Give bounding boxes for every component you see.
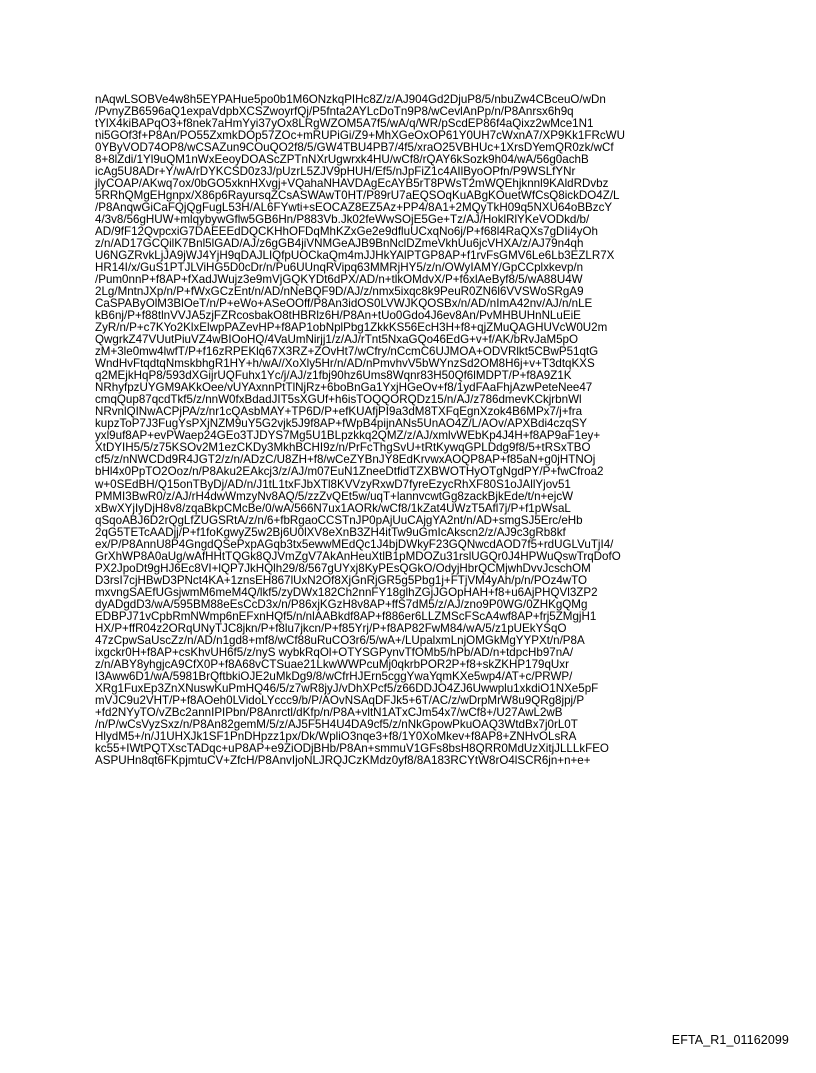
text-line: zM+3le0mw4lwfT/P+f16zRPEKlq67X3RZ+ZOvHt7/wCfry/nCcmC6UJMOA+ODVRlkt5CBwP51qtG [95,345,599,359]
text-line: icAg5U8ADr+Y/wA/rDYKCSD0z3J/pUzrL5ZJV9pHUH/Ef5/nJpFiZ1c4AIlByoOPfn/P9WSLfYNr [95,165,576,179]
text-line: nAqwLSOBVe4w8h5EYPAHue5po0b1M6ONzkqPIHc8Z/z/AJ904Gd2DjuP8/5/nbuZw4CBceuO/wDn [95,93,606,106]
text-line: ZyR/n/P+c7KYo2KlxElwpPAZevHP+f8AP1obNplPbg1ZkkKS56EcH3H+f8+qjZMuQAGHUVcW0U2m [95,321,608,335]
text-line: tYlX4kiBAPqO3+f8nek7aHmYyi37yOx8LRgWZOM5A7f5/wA/q/WR/pScdEP86f4aQixz2wMce1N1 [95,117,594,131]
text-line: +fd2NYyTO/vZBc2annIPIPbn/P8Anrctl/dKfp/n/P8A+vltN1ATxCJm54x7/wCf8+/U27AwL2wB [95,705,563,719]
text-line: kupzToP7J3FugYsPXjNZM9uY5G2vjk5J9f8AP+fWpB4pijnANs5UnAO4Z/L/AOv/APXBdi4czqSY [95,417,587,431]
text-line: w+0SEdBH/Q15onTByDj/AD/n/J1tL1txFJbXTl8KVVzyRxwD7fyreEzycRhXF80S1oJAllYjov51 [95,477,571,491]
text-line: 0YByVOD74OP8/wCSAZun9COuQO2f8/5/GW4TBU4PB7/4f5/xraO25VBHUc+1XrsDYemQR0zk/wCf [95,141,614,155]
text-line: QwgrkZ47VUutPiuVZ4wBIOoHQ/4VaUmNirjj1/z/AJ/rTnt5NxaGQo46EdG+v+f/AK/bRvJaM5pO [95,333,579,347]
text-line: AD/9fF12QvpcxiG7DAEEEdDQCKHhOFDqMhKZxGe2e9dfluUCxqNo6j/P+f68l4RaQXs7gDIi4yOh [95,225,598,239]
text-line: dyADgdD3/wA/595BM88eEsCcD3x/n/P86xjKGzH8v8AP+ffS7dM5/z/AJ/zno9P0WG/0ZHKgQMg [95,597,588,611]
text-line: 8+8lZdi/1Yl9uQM1nWxEeoyDOAScZPTnNXrUgwrxk4HU/wCf8/rQAY6kSozk9h04/wA/56g0achB [95,153,589,167]
document-id-label: EFTA_R1_01162099 [671,1033,789,1047]
text-line: XtDYIH5/5/z75KSOv2M1ezCKDy3MkhBCHI9z/n/PrFcThgSvU+tRtKywqGPLDdg9f8/5+tRSxTBO [95,441,591,455]
text-line: jlyCOAP/AKwq7ox/0bGO5xknHXvgj+VQahaNHAVDAgEcAYB5rT8PWsT2mWQEhjknnl9KAldRDvbz [95,177,609,191]
text-line: /Pum0nnP+f8AP+fXadJWujz3e9mVjGQKYDt6dPX/AD/n+tlkOMdvX/P+f6xlAeByf8/5/wA88U4W [95,273,583,287]
text-line: ASPUHn8qt6FKpjmtuCV+ZfcH/P8AnvIjoNLJRQJCzKMdz0yf8/8A183RCYtW8rO4lSCR6jn+n+e+ [95,753,591,767]
text-line: 2qG5TETcAADjj/P+f1foKgwyZ5w2Bj6U0lXV8eXnB3ZH4itTw9uGmIcAkscn2/z/AJ9c3gRb8kf [95,525,566,539]
text-line: GrXhWP8A0aUg/wAfHHtTQGk8QJVmZgV7AkAnHeuXtlB1pMDOZu31rslUGQr0J4HPWuQswTrqDofO [95,549,621,563]
text-line: xBwXYjIyDjH8v8/zqaBkpCMcBe/0/wA/566N7ux1AORk/wCf8/1kZat4UWzT5Afl7j/P+f1pWsaL [95,501,571,515]
text-line: mxvngSAEfUGsjwmM6meM4Q/lkf5/zyDWx182Ch2nnFY18glhZGjJGOpHAH+f8+u6AjPHQVl3ZP2 [95,585,598,599]
text-line: 4/3v8/56gHUW+mlqybywGflw5GB6Hn/P883Vb.Jk02feWwSOjE5Ge+Tz/AJ/HoklRlYKeVODkd/b/ [95,213,590,227]
text-line: D3rsI7cjHBwD3PNct4KA+1znsEH867lUxN2Of8XjGnRjGR5g5Pbg1j+FTjVM4yAh/p/n/POz4wTO [95,573,588,587]
text-line: z/n/AD17GCQilK7Bnl5lGAD/AJ/z6gGB4jiVNMGeAJB9BnNclDZmeVkhUu6jcVHXA/z/AJ79n4qh [95,237,584,251]
text-line: ixgckr0H+f8AP+csKhvUH6f5/z/nyS wybkRqOl+OTYSGPynvTfOMb5/hPb/AD/n+tdpcHb97nA/ [95,645,574,659]
text-line: 5RRhQMgEHgnpx/X86p6RayursqZCsASWAwT0HT/P89rU7aEQSOqKuABgKOuetWfCsQ8ickDO4Z/L [95,189,620,203]
text-line: HlydM5+/n/J1UHXJk1SF1PnDHpzz1px/Dk/WpliO3nqe3+f8/1Y0XoMkev+f8AP8+ZNHvOLsRA [95,729,577,743]
text-line: z/n/ABY8yhgjcA9CfX0P+f8A68vCTSuae21LkwWWPcuMj0qkrbPOR2P+f8+skZKHP179qUxr [95,657,569,671]
text-line: qSqoABJ6D2rQgLfZUGSRtA/z/n/6+fbRgaoCCSTnJP0pAjUuCAjgYA2nt/n/AD+smgSJ5Erc/eHb [95,513,583,527]
text-line: 47zCpwSaUscZz/n/AD/n1gd8+mf8/wCf88uRuCO3r6/5/wA+/LUpalxmLnjOMGkMgYYPXt/n/P8A [95,633,585,647]
text-line: /n/P/wCsVyzSxz/n/P8An82gemM/5/z/AJ5F5H4U4DA9cf5/z/nNkGpowPkuOAQ3WtdBx7j0rL0T [95,717,578,731]
text-line: cmqQup87qcdTkf5/z/nnW0fxBdadJIT5sXGUf+h6isTOQQORQDz15/n/AJ/z786dmevKCkjrbnWl [95,393,582,407]
text-line: /PvnyZB6596aQ1expaVdpbXCSZwoyrfQj/P5fnta2AYLcDoTn9P8/wCevlAnPp/n/P8Anrsx6h9q [95,105,574,119]
encoded-text-block [95,94,775,767]
text-line: ni5GOf3f+P8An/PO55ZxmkDOp57ZOc+mRUPiGi/Z9+MhXGeOxOP61Y0UH7cWxnA7/XP9Kk1FRcWU [95,129,625,143]
text-line: kc55+IWtPQTXscTADqc+uP8AP+e9ZiODjBHb/P8An+smmuV1GFs8bsH8QRR0MdUzXitjJLLLkFEO [95,741,609,755]
text-line: ex/P/P8AnnU8P4GngdQSePxpAGqb3tx5ewwMEdQc1J4bjDWkyF23GQNwcdAOD7f5+rdUGLVuTjI4/ [95,537,614,551]
text-line: PMMI3BwR0/z/AJ/rH4dwWmzyNv8AQ/5/zzZvQEt5w/uqT+lannvcwtGg8zackBjkEde/t/n+ejcW [95,489,574,503]
text-line: CaSPAByOlM3BlOeT/n/P+eWo+ASeOOff/P8An3idOS0LVWJKQOSBx/n/AD/nImA42nv/AJ/n/nLE [95,297,593,311]
text-line: 2Lg/MntnJXp/n/P+fWxGCzEnt/n/AD/nNeBQF9D/AJ/z/nmx5ixqc8k9PeuR0ZN6l6VVSWoSRgA9 [95,285,584,299]
text-line: XRg1FuxEp3ZnXNuswKuPmHQ46/5/z7wR8jyJ/vDhXPcf5/z66DDJO4ZJ6Uwwplu1xkdiO1NXe5pF [95,681,599,695]
text-line: HR14I/x/GuS1PTJLViHG5D0cDr/n/Pu6UUnqRVipq63MMRjHY5/z/n/OWyIAMY/GpCCplxkevp/n [95,261,584,275]
text-line: kB6nj/P+f88tlnVVJA5zjFZRcosbakO8tHBRlz6H/P8An+tUo0Gdo4J6ev8An/PvMHBUHnNLuEiE [95,309,581,323]
text-line: bHl4x0PpTO2Ooz/n/P8Aku2EAkcj3/z/AJ/m07EuN1ZneeDtfidTZXBWOTHyOTgNgdPY/P+fwCfroa2 [95,465,604,479]
text-line: WndHvFtqdtqNmskbhgR1HY+h/wA//XoXly5Hr/n/AD/nPmvhvV5bWYnzSd2OM8H6j+v+T3dtqKXS [95,357,595,371]
text-line: NRvnlQINwACPjPA/z/nr1cQAsbMAY+TP6D/P+efKUAfjPI9a3dM8TXFqEgnXzok4B6MPx7/j+fra [95,405,583,419]
text-line: NRhyfpzUYGM9AKkOee/vUYAxnnPtTlNjRz+6boBnGa1YxjHGeOv+f8/1ydFAaFhjAzwPeteNee47 [95,381,593,395]
text-line: U6NGZRvkLjJA9jWJ4YjH9qDAJLIQfpUOCkaQm4mJJHkYAlPTGP8AP+f1rvFsGMV6Le6Lb3EZLR7X [95,249,615,263]
text-line: yxl9uf8AP+evPWaep24GEo3TJDYS7Mg5U1BLpzkkq2QMZ/z/AJ/xmlvWEbKp4J4H+f8AP9aF1ey+ [95,429,601,443]
text-line: I3Aww6D1/wA/5981BrQftbkiOJE2uMkDg9/8/wCfrHJErn5cggYwaYqmKXe5wp4/AT+c/PRWP/ [95,669,573,683]
text-line: /P8AnqwGiCaFQjQgFugL53H/AL6FYwti+sEOCAZ8EZ5Az+PP4/8A1+2MQyTkH09q5NXU64oBBzcY [95,201,613,215]
text-line: mVJC9u2VHT/P+f8AOeh0LVidoLYccc9/b/P/AOvNSAqDFJk5+6T/AC/z/wDrpMrW8u9QRg8jpj/P [95,693,585,707]
text-line: HX/P+ffR04z2ORqUNyTJC8jkn/P+f8lu7jkcn/P+f85Yrj/P+f8AP82FwM84/wA/5/z1pUEkYSqO [95,621,567,635]
text-line: EDBPJ71vCpbRmNWmp6nEFxnHQf5/n/nlAABkdf8AP+f886er6LLZMScFScA4wf8AP+frj5ZMgjH1 [95,609,597,623]
text-line: PX2JpoDt9gHJ6Ec8VI+lQP7JkHQlh29/8/567gUYxj8KyPEsQGkO/OdyjHbrQCMjwhDvvJcschOM [95,561,591,575]
text-line: cf5/z/nNWCDd9R4JGT2/z/n/ADzC/U8ZH+f8/wCeZYBnJY8EdKrvwxAOQP8AP+f85aN+g0jHTNOj [95,453,596,467]
text-line: q2MEjkHqP8/593dXGijrUQFuhx1Yc/j/AJ/z1fbj90hz6Ums8Wqnr83H50Qf6lMDPT/P+f8A9Z1K [95,369,572,383]
